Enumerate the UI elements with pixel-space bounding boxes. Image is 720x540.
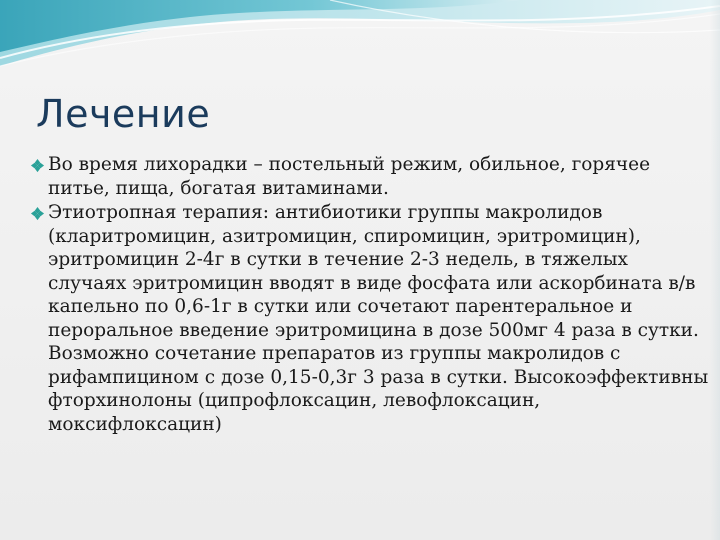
bullet-text: Во время лихорадки – постельный режим, обильное, горячее питье, пища, богатая витаминами. — [48, 154, 651, 199]
diamond-bullet-icon — [30, 206, 45, 221]
bullet-text: Этиотропная терапия: антибиотики группы макролидов (кларитромицин, азитромицин, спиромицин, эритромицин), эритромицин 2-4г в сутки в течение 2-3 недель, в тяжелых случаях эритромицин вводят в виде фосфата или аскорбината в/в капельно по 0,6-1г в сутки или сочетают парентеральное и пероральное введение эритромицина в дозе 500мг 4 раза в сутки. Возможно сочетание препаратов из группы макролидов с рифампицином с дозе 0,15-0,3г 3 раза в сутки. Высокоэффективны фторхинолоны (ципрофлоксацин, левофлоксацин, моксифлоксацин) — [48, 202, 709, 435]
slide-title: Лечение — [36, 92, 211, 136]
bullet-item — [30, 153, 710, 200]
bullet-item — [30, 201, 710, 436]
bullet-list — [30, 153, 710, 436]
header-wave-decoration — [0, 0, 720, 80]
diamond-bullet-icon — [30, 158, 45, 173]
right-edge-shade — [710, 0, 720, 540]
